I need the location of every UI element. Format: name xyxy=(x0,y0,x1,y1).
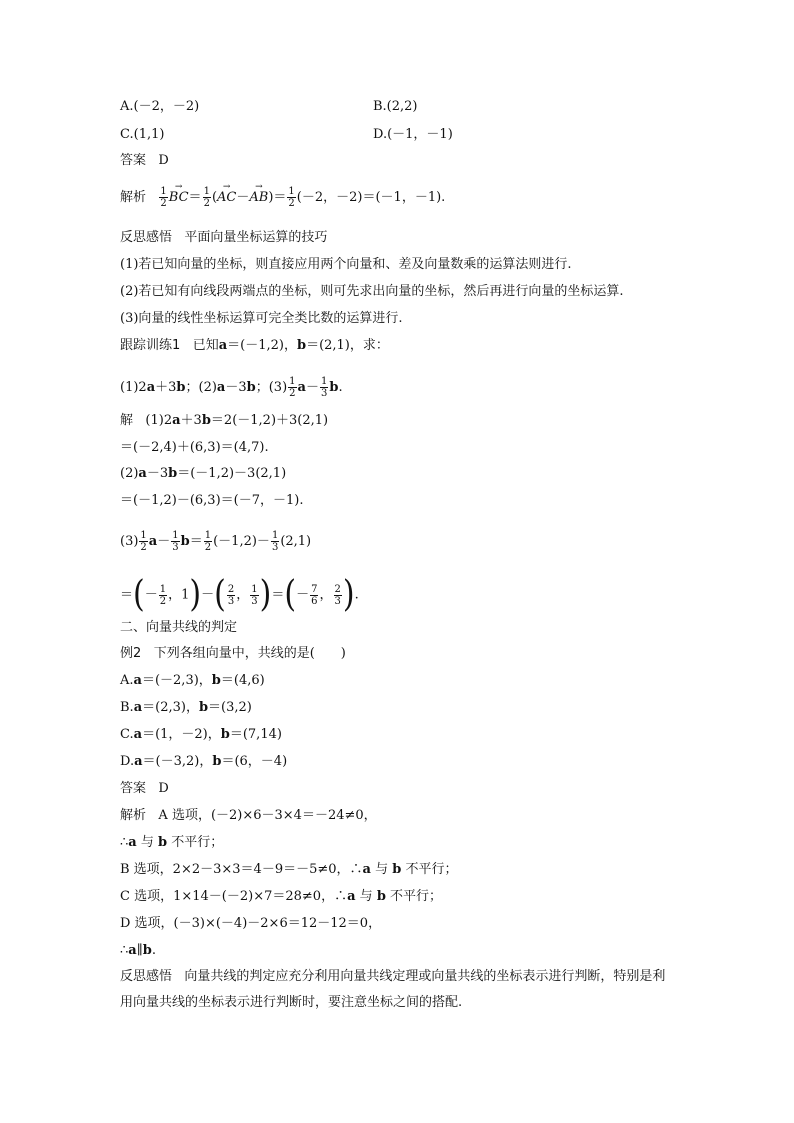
training-label: 跟踪训练1 xyxy=(120,338,181,353)
reflection-label: 反思感悟 xyxy=(120,969,173,984)
reflection-item: (2)若已知有向线段两端点的坐标，则可先求出向量的坐标，然后再进行向量的坐标运算. xyxy=(120,284,624,299)
analysis-label: 解析 xyxy=(120,808,147,823)
example-label: 例2 xyxy=(120,646,142,661)
reflection-heading xyxy=(120,230,327,246)
solution-line-6: ＝(－ $\frac{1}{2}$ ，1)－( $\frac{2}{3}$ ， $\frac{1}{3}$ )＝(－ $\frac{7}{6}$ ， $\frac{2}{3}$ ). xyxy=(120,573,359,616)
analysis-2-line-4: C 选项，1×14－(－2)×7＝28≠0，∴a 与 b 不平行； xyxy=(120,889,443,904)
fraction: $\frac{1}{2}$ xyxy=(204,530,212,553)
example-2-option-d: D.a＝(－3,2)，b＝(6，－4) xyxy=(120,754,288,769)
vector-ab: → AB xyxy=(249,190,268,206)
analysis-line: 解析 $\frac{1}{2}$ → BC＝ $\frac{1}{2}$ (→ AC－→ AB)＝ $\frac{1}{2}$ (－2，－2)＝(－1，－1). xyxy=(120,186,445,209)
solution-line-2: ＝(－2,4)＋(6,3)＝(4,7). xyxy=(120,440,269,455)
vector-bc: → BC xyxy=(169,190,189,206)
reflection-item: (1)若已知向量的坐标，则直接应用两个向量和、差及向量数乘的运算法则进行. xyxy=(120,257,572,272)
section-title: 二、向量共线的判定 xyxy=(120,620,238,635)
answer-line xyxy=(120,153,169,169)
training-questions: (1)2a＋3b；(2)a－3b；(3) $\frac{1}{2}$ a－ $\frac{1}{3}$ b. xyxy=(120,376,343,399)
solution-line-4: ＝(－1,2)－(6,3)＝(－7，－1). xyxy=(120,493,304,508)
answer-value: D xyxy=(158,153,169,168)
fraction: $\frac{1}{2}$ xyxy=(289,376,296,399)
reflection-title: 平面向量坐标运算的技巧 xyxy=(184,230,328,245)
analysis-2-line-1: 解析 A 选项，(－2)×6－3×4＝－24≠0， xyxy=(120,808,377,823)
fraction: $\frac{1}{2}$ xyxy=(160,186,167,209)
fraction: $\frac{7}{6}$ xyxy=(311,583,318,607)
fraction: $\frac{1}{3}$ xyxy=(320,376,328,399)
example-2-option-a: A.a＝(－2,3)，b＝(4,6) xyxy=(120,673,265,688)
answer-label: 答案 xyxy=(120,153,147,168)
option-a: A.(－2，－2) xyxy=(120,99,200,114)
reflection-text: 向量共线的判定应充分利用向量共线定理或向量共线的坐标表示进行判断，特别是利用向量共线的坐标表示进行判断时，要注意坐标之间的搭配. xyxy=(120,969,666,1010)
fraction: $\frac{1}{3}$ xyxy=(172,530,179,553)
example-2-question: 例2 下列各组向量中，共线的是( ) xyxy=(120,646,346,661)
analysis-label: 解析 xyxy=(120,190,147,205)
fraction: $\frac{1}{2}$ xyxy=(140,530,147,553)
option-b: B.(2,2) xyxy=(373,99,418,114)
option-c: C.(1,1) xyxy=(120,127,165,142)
analysis-2-line-6: ∴a∥b. xyxy=(120,943,156,958)
analysis-2-line-2: ∴a 与 b 不平行； xyxy=(120,835,224,850)
option-d: D.(－1，－1) xyxy=(373,127,453,142)
fraction: $\frac{1}{2}$ xyxy=(203,186,210,209)
fraction: $\frac{1}{2}$ xyxy=(288,186,295,209)
reflection-2 xyxy=(120,964,676,1016)
solution-line-3: (2)a－3b＝(－1,2)－3(2,1) xyxy=(120,466,287,481)
analysis-2-line-5: D 选项，(－3)×(－4)－2×6＝12－12＝0， xyxy=(120,916,382,931)
reflection-item: (3)向量的线性坐标运算可完全类比数的运算进行. xyxy=(120,311,403,326)
fraction: $\frac{1}{3}$ xyxy=(251,583,258,607)
fraction: $\frac{1}{2}$ xyxy=(159,583,167,607)
solution-line-1: 解 (1)2a＋3b＝2(－1,2)＋3(2,1) xyxy=(120,413,329,428)
fraction: $\frac{2}{3}$ xyxy=(334,583,341,607)
training-heading: 跟踪训练1 已知a＝(－1,2)，b＝(2,1)，求： xyxy=(120,338,389,353)
solution-line-5: (3) $\frac{1}{2}$ a－ $\frac{1}{3}$ b＝ $\frac{1}{2}$ (－1,2)－ $\frac{1}{3}$ (2,1) xyxy=(120,530,312,553)
vector-ac: → AC xyxy=(217,190,236,206)
analysis-2-line-3: B 选项，2×2－3×3＝4－9＝－5≠0，∴a 与 b 不平行； xyxy=(120,862,458,877)
answer-label: 答案 xyxy=(120,781,147,796)
reflection-label: 反思感悟 xyxy=(120,230,173,245)
answer-2-line xyxy=(120,781,169,797)
fraction: $\frac{2}{3}$ xyxy=(227,583,235,607)
answer-value: D xyxy=(158,781,169,796)
solution-label: 解 xyxy=(120,413,134,428)
example-2-option-b: B.a＝(2,3)，b＝(3,2) xyxy=(120,700,252,715)
fraction: $\frac{1}{3}$ xyxy=(271,530,279,553)
example-2-option-c: C.a＝(1，－2)，b＝(7,14) xyxy=(120,727,282,742)
